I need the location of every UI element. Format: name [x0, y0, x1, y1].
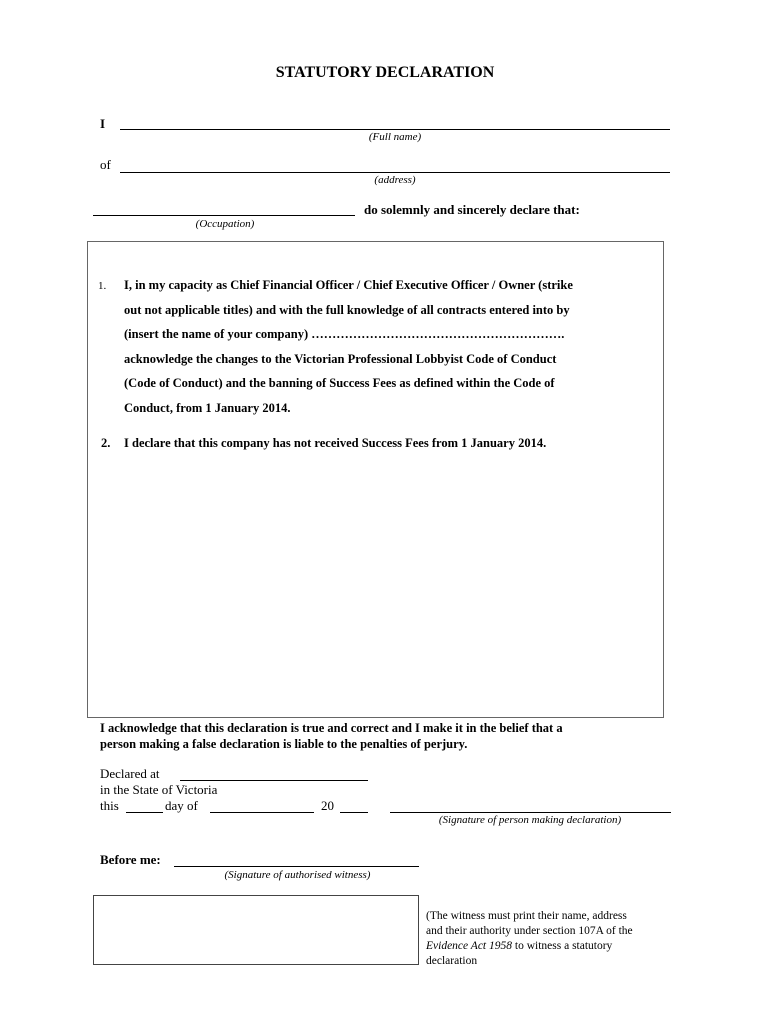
item-2-text: I declare that this company has not received Success Fees from 1 January 2014.: [124, 436, 547, 450]
before-me-label: Before me:: [100, 852, 161, 867]
witness-note-rest: to witness a statutory: [512, 940, 613, 952]
item-1-line: (Code of Conduct) and the banning of Success Fees as defined within the Code of: [124, 376, 555, 390]
occupation-caption: (Occupation): [195, 218, 255, 230]
of-label: of: [100, 157, 111, 172]
full-name-field[interactable]: [120, 129, 670, 130]
page-title: STATUTORY DECLARATION: [275, 64, 495, 81]
declarant-signature-caption: (Signature of person making declaration): [438, 814, 622, 826]
witness-note-line: (The witness must print their name, address: [426, 910, 627, 922]
item-1-number: [98, 273, 106, 299]
item-1-line: Conduct, from 1 January 2014.: [124, 400, 291, 415]
day-field[interactable]: [126, 812, 163, 813]
witness-signature-caption: (Signature of authorised witness): [224, 869, 371, 881]
witness-note-line: declaration: [426, 955, 478, 967]
declaration-box: [87, 241, 664, 718]
item-1-line[interactable]: (insert the name of your company) …………………………………………………….: [124, 327, 565, 341]
item-1-line: acknowledge the changes to the Victorian Professional Lobbyist Code of Conduct: [124, 351, 557, 366]
witness-signature-field[interactable]: [174, 866, 419, 867]
declared-at-field[interactable]: [180, 780, 368, 781]
evidence-act-title: Evidence Act 1958: [426, 940, 513, 952]
witness-note-line: [426, 939, 686, 954]
state-label: in the State of Victoria: [100, 782, 218, 797]
occupation-field[interactable]: [93, 215, 355, 216]
declare-text: do solemnly and sincerely declare that:: [364, 202, 580, 217]
day-of-label: day of: [165, 798, 198, 813]
witness-note: [426, 909, 686, 969]
acknowledgement: [100, 720, 700, 752]
address-field[interactable]: [120, 172, 670, 173]
witness-note-line: and their authority under section 107A of the: [426, 925, 633, 937]
address-caption: (address): [374, 174, 416, 186]
year-field[interactable]: [340, 812, 368, 813]
acknowledgement-line: person making a false declaration is liable to the penalties of perjury.: [100, 737, 468, 751]
item-1-line: out not applicable titles) and with the full knowledge of all contracts entered into by: [124, 302, 570, 317]
item-1-line: I, in my capacity as Chief Financial Officer / Chief Executive Officer / Owner (strike: [124, 278, 573, 292]
i-label: I: [100, 116, 106, 131]
witness-details-box[interactable]: [93, 895, 419, 965]
month-field[interactable]: [210, 812, 314, 813]
item-2-number: 2.: [101, 436, 111, 450]
item-1-text: [124, 273, 659, 420]
full-name-caption: (Full name): [368, 131, 422, 143]
acknowledgement-line: I acknowledge that this declaration is true and correct and I make it in the belief that a: [100, 721, 563, 735]
declarant-signature-field[interactable]: [390, 812, 671, 813]
declared-at-label: Declared at: [100, 766, 160, 781]
year-prefix: 20: [321, 798, 334, 813]
this-label: this: [100, 798, 119, 813]
item-number: 1.: [98, 280, 107, 292]
